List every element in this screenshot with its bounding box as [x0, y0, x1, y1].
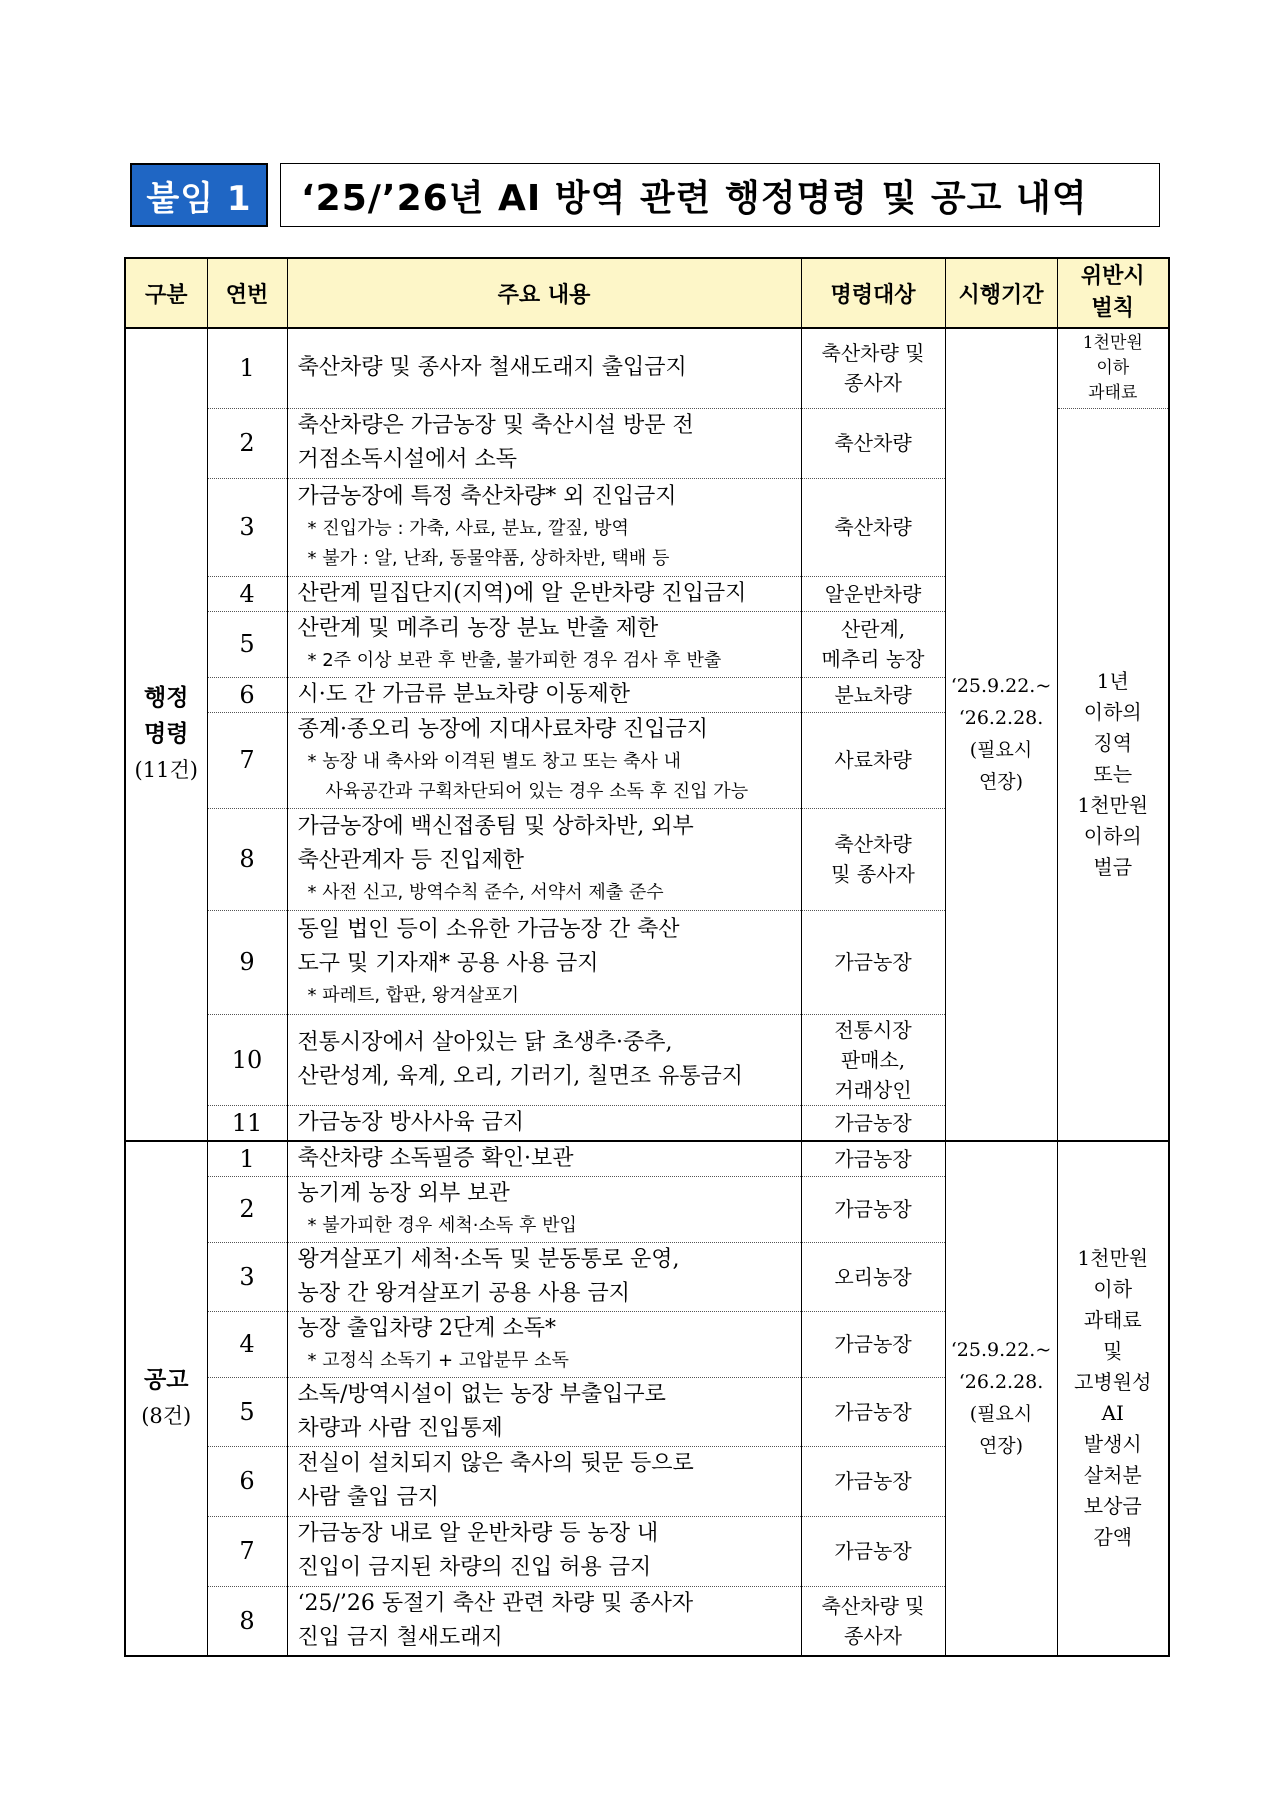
table-row — [125, 328, 1169, 408]
content-line: 전실이 설치되지 않은 축사의 뒷문 등으로 — [297, 1451, 694, 1476]
row-number: 6 — [207, 1446, 287, 1516]
target-cell — [801, 1176, 945, 1242]
row-number: 7 — [207, 712, 287, 808]
penalty-line: 벌금 — [1093, 854, 1133, 879]
header-row — [125, 258, 1169, 328]
note-line: * 불가 : 알, 난좌, 동물약품, 상하차반, 택배 등 — [307, 548, 670, 569]
content-cell — [287, 1446, 801, 1516]
content-line: 축산관계자 등 진입제한 — [297, 848, 525, 873]
header-penalty-line: 벌칙 — [1091, 296, 1134, 321]
content-line: 차량과 사람 진입통제 — [297, 1415, 503, 1441]
category-cell — [125, 1141, 207, 1657]
target-line: 알운반차량 — [824, 581, 922, 606]
penalty-line: 1천만원 — [1077, 1246, 1149, 1271]
target-cell — [801, 1014, 945, 1105]
target-cell — [801, 1377, 945, 1446]
category-label: 명령 — [144, 720, 189, 748]
penalty-line: 보상금 — [1083, 1494, 1142, 1519]
period-line: ‘25.9.22.~ — [950, 675, 1052, 698]
target-line: 가금농장 — [834, 1539, 912, 1563]
penalty-line: 이하 — [1093, 1277, 1133, 1302]
content-line: 농기계 농장 외부 보관 — [297, 1181, 510, 1206]
period-line: (필요시 — [969, 739, 1033, 762]
content-line: 진입이 금지된 차량의 진입 허용 금지 — [297, 1555, 652, 1580]
content-cell — [287, 677, 801, 712]
content-line: 시·도 간 가금류 분뇨차량 이동제한 — [297, 681, 630, 707]
content-cell — [287, 576, 801, 611]
target-cell — [801, 611, 945, 677]
content-cell — [287, 1176, 801, 1242]
target-line: 가금농장 — [834, 1146, 912, 1171]
header-penalty-line: 위반시 — [1080, 264, 1145, 289]
content-cell — [287, 910, 801, 1014]
content-cell — [287, 1377, 801, 1446]
row-number: 4 — [207, 576, 287, 611]
row-number: 3 — [207, 1242, 287, 1311]
row-number: 9 — [207, 910, 287, 1014]
target-line: 축산차량 및 — [821, 341, 925, 366]
penalty-line: 과태료 — [1083, 1308, 1142, 1333]
header-period: 시행기간 — [945, 258, 1057, 328]
penalty-line: 살처분 — [1083, 1463, 1142, 1488]
content-cell — [287, 1014, 801, 1105]
target-cell — [801, 1586, 945, 1656]
note-line: * 2주 이상 보관 후 반출, 불가피한 경우 검사 후 반출 — [307, 650, 722, 671]
period-line: ‘26.2.28. — [958, 707, 1044, 730]
target-line: 종사자 — [844, 1623, 902, 1648]
content-cell — [287, 1586, 801, 1656]
target-line: 축산차량 및 — [821, 1593, 925, 1618]
row-number: 6 — [207, 677, 287, 712]
penalty-cell — [1057, 408, 1169, 1141]
penalty-line: 감액 — [1093, 1525, 1133, 1550]
content-line: 가금농장에 백신접종팀 및 상하차반, 외부 — [297, 814, 694, 839]
penalty-cell — [1057, 1141, 1169, 1657]
content-cell — [287, 808, 801, 910]
target-cell — [801, 478, 945, 576]
target-line: 가금농장 — [834, 1332, 912, 1356]
target-cell — [801, 1516, 945, 1586]
period-line: 연장) — [978, 771, 1024, 794]
period-cell — [945, 328, 1057, 1141]
target-line: 가금농장 — [834, 1197, 912, 1221]
target-cell — [801, 910, 945, 1014]
penalty-line: 이하 — [1096, 357, 1130, 378]
target-line: 오리농장 — [834, 1264, 912, 1289]
header-target: 명령대상 — [801, 258, 945, 328]
row-number: 1 — [207, 1141, 287, 1177]
title-bar — [130, 163, 1160, 227]
content-cell — [287, 611, 801, 677]
row-number: 1 — [207, 328, 287, 408]
target-line: 사료차량 — [834, 748, 912, 772]
content-line: 농장 간 왕겨살포기 공용 사용 금지 — [297, 1280, 630, 1306]
target-cell — [801, 712, 945, 808]
header-content: 주요 내용 — [287, 258, 801, 328]
content-line: 산란성계, 육계, 오리, 기러기, 칠면조 유통금지 — [297, 1063, 743, 1089]
row-number: 2 — [207, 1176, 287, 1242]
penalty-line: 이하의 — [1083, 699, 1142, 724]
target-cell — [801, 408, 945, 478]
row-number: 3 — [207, 478, 287, 576]
row-number: 4 — [207, 1311, 287, 1377]
category-label: 행정 — [144, 684, 189, 712]
row-number: 11 — [207, 1105, 287, 1141]
content-line: 가금농장 방사사육 금지 — [297, 1109, 525, 1135]
penalty-line: AI — [1101, 1401, 1124, 1426]
content-line: 축산차량 및 종사자 철새도래지 출입금지 — [297, 355, 687, 381]
penalty-line: 1년 — [1096, 668, 1129, 693]
target-cell — [801, 1242, 945, 1311]
row-number: 5 — [207, 1377, 287, 1446]
row-number: 7 — [207, 1516, 287, 1586]
content-line: 가금농장에 특정 축산차량* 외 진입금지 — [297, 484, 677, 509]
target-line: 메추리 농장 — [821, 647, 925, 671]
row-number: 8 — [207, 808, 287, 910]
target-line: 전통시장 — [834, 1017, 912, 1042]
header-category: 구분 — [125, 258, 207, 328]
penalty-line: 과태료 — [1088, 382, 1138, 403]
target-line: 거래상인 — [834, 1077, 912, 1102]
content-line: 산란계 밀집단지(지역)에 알 운반차량 진입금지 — [297, 580, 747, 606]
period-line: ‘25.9.22.~ — [950, 1339, 1052, 1362]
note-line: 사육공간과 구획차단되어 있는 경우 소독 후 진입 가능 — [325, 781, 749, 802]
note-line: * 고정식 소독기 + 고압분무 소독 — [307, 1350, 569, 1371]
row-number: 8 — [207, 1586, 287, 1656]
content-cell — [287, 478, 801, 576]
content-line: 거점소독시설에서 소독 — [297, 447, 518, 472]
target-line: 가금농장 — [834, 1399, 912, 1424]
row-number: 5 — [207, 611, 287, 677]
target-line: 가금농장 — [834, 950, 912, 974]
penalty-line: 또는 — [1093, 761, 1133, 786]
content-cell — [287, 1516, 801, 1586]
period-line: ‘26.2.28. — [958, 1371, 1044, 1394]
target-line: 축산차량 — [834, 431, 912, 455]
target-cell — [801, 328, 945, 408]
note-line: * 농장 내 축사와 이격된 별도 창고 또는 축사 내 — [307, 751, 681, 772]
target-cell — [801, 1311, 945, 1377]
content-cell — [287, 1242, 801, 1311]
target-line: 축산차량 — [834, 515, 912, 539]
target-line: 가금농장 — [834, 1469, 912, 1493]
content-cell — [287, 712, 801, 808]
note-line: * 사전 신고, 방역수칙 준수, 서약서 제출 준수 — [307, 882, 664, 903]
target-line: 가금농장 — [834, 1110, 912, 1135]
category-count: (11건) — [134, 758, 198, 783]
period-cell — [945, 1141, 1057, 1657]
penalty-line: 고병원성 — [1074, 1370, 1152, 1395]
target-cell — [801, 1105, 945, 1141]
content-line: ‘25/’26 동절기 축산 관련 차량 및 종사자 — [297, 1590, 694, 1616]
page-title: ‘25/’26년 AI 방역 관련 행정명령 및 공고 내역 — [280, 163, 1160, 227]
penalty-line: 징역 — [1093, 730, 1133, 755]
content-cell — [287, 1105, 801, 1141]
header-penalty — [1057, 258, 1169, 328]
category-label: 공고 — [144, 1366, 189, 1394]
content-line: 가금농장 내로 알 운반차량 등 농장 내 — [297, 1521, 659, 1546]
content-cell — [287, 408, 801, 478]
penalty-line: 발생시 — [1083, 1432, 1142, 1457]
penalty-line: 1천만원 — [1077, 792, 1149, 817]
penalty-line: 1천만원 — [1082, 332, 1143, 353]
content-line: 전통시장에서 살아있는 닭 초생추·중추, — [297, 1029, 673, 1055]
target-cell — [801, 576, 945, 611]
target-cell — [801, 677, 945, 712]
target-line: 및 종사자 — [831, 862, 915, 886]
target-cell — [801, 808, 945, 910]
header-number: 연번 — [207, 258, 287, 328]
target-cell — [801, 1446, 945, 1516]
content-cell — [287, 328, 801, 408]
content-line: 축산차량 소독필증 확인·보관 — [297, 1145, 574, 1171]
content-line: 산란계 및 메추리 농장 분뇨 반출 제한 — [297, 616, 659, 641]
period-line: (필요시 — [969, 1403, 1033, 1426]
content-line: 소독/방역시설이 없는 농장 부출입구로 — [297, 1381, 666, 1407]
target-line: 산란계, — [840, 617, 906, 641]
content-line: 종계·종오리 농장에 지대사료차량 진입금지 — [297, 717, 709, 742]
content-line: 축산차량은 가금농장 및 축산시설 방문 전 — [297, 413, 694, 438]
row-number: 10 — [207, 1014, 287, 1105]
period-line: 연장) — [978, 1435, 1024, 1458]
category-cell — [125, 328, 207, 1141]
table-row — [125, 1141, 1169, 1177]
target-line: 분뇨차량 — [834, 682, 912, 707]
target-cell — [801, 1141, 945, 1177]
penalty-cell — [1057, 328, 1169, 408]
category-count: (8건) — [141, 1404, 192, 1429]
orders-table — [124, 257, 1170, 1657]
target-line: 종사자 — [844, 371, 902, 396]
target-line: 판매소, — [840, 1047, 906, 1072]
content-line: 농장 출입차량 2단계 소독* — [297, 1316, 556, 1341]
penalty-line: 이하의 — [1083, 823, 1142, 848]
content-line: 동일 법인 등이 소유한 가금농장 간 축산 — [297, 917, 680, 942]
note-line: * 불가피한 경우 세척·소독 후 반입 — [307, 1215, 577, 1236]
row-number: 2 — [207, 408, 287, 478]
note-line: * 진입가능 : 가축, 사료, 분뇨, 깔짚, 방역 — [307, 518, 629, 539]
content-line: 왕겨살포기 세척·소독 및 분동통로 운영, — [297, 1246, 680, 1272]
target-line: 축산차량 — [834, 832, 912, 856]
attachment-badge: 붙임 1 — [130, 163, 268, 227]
content-line: 사람 출입 금지 — [297, 1485, 439, 1510]
table-body — [125, 328, 1169, 1656]
content-cell — [287, 1311, 801, 1377]
content-line: 도구 및 기자재* 공용 사용 금지 — [297, 951, 599, 976]
content-line: 진입 금지 철새도래지 — [297, 1624, 503, 1650]
penalty-line: 및 — [1103, 1339, 1123, 1364]
note-line: * 파레트, 합판, 왕겨살포기 — [307, 985, 519, 1006]
content-cell — [287, 1141, 801, 1177]
